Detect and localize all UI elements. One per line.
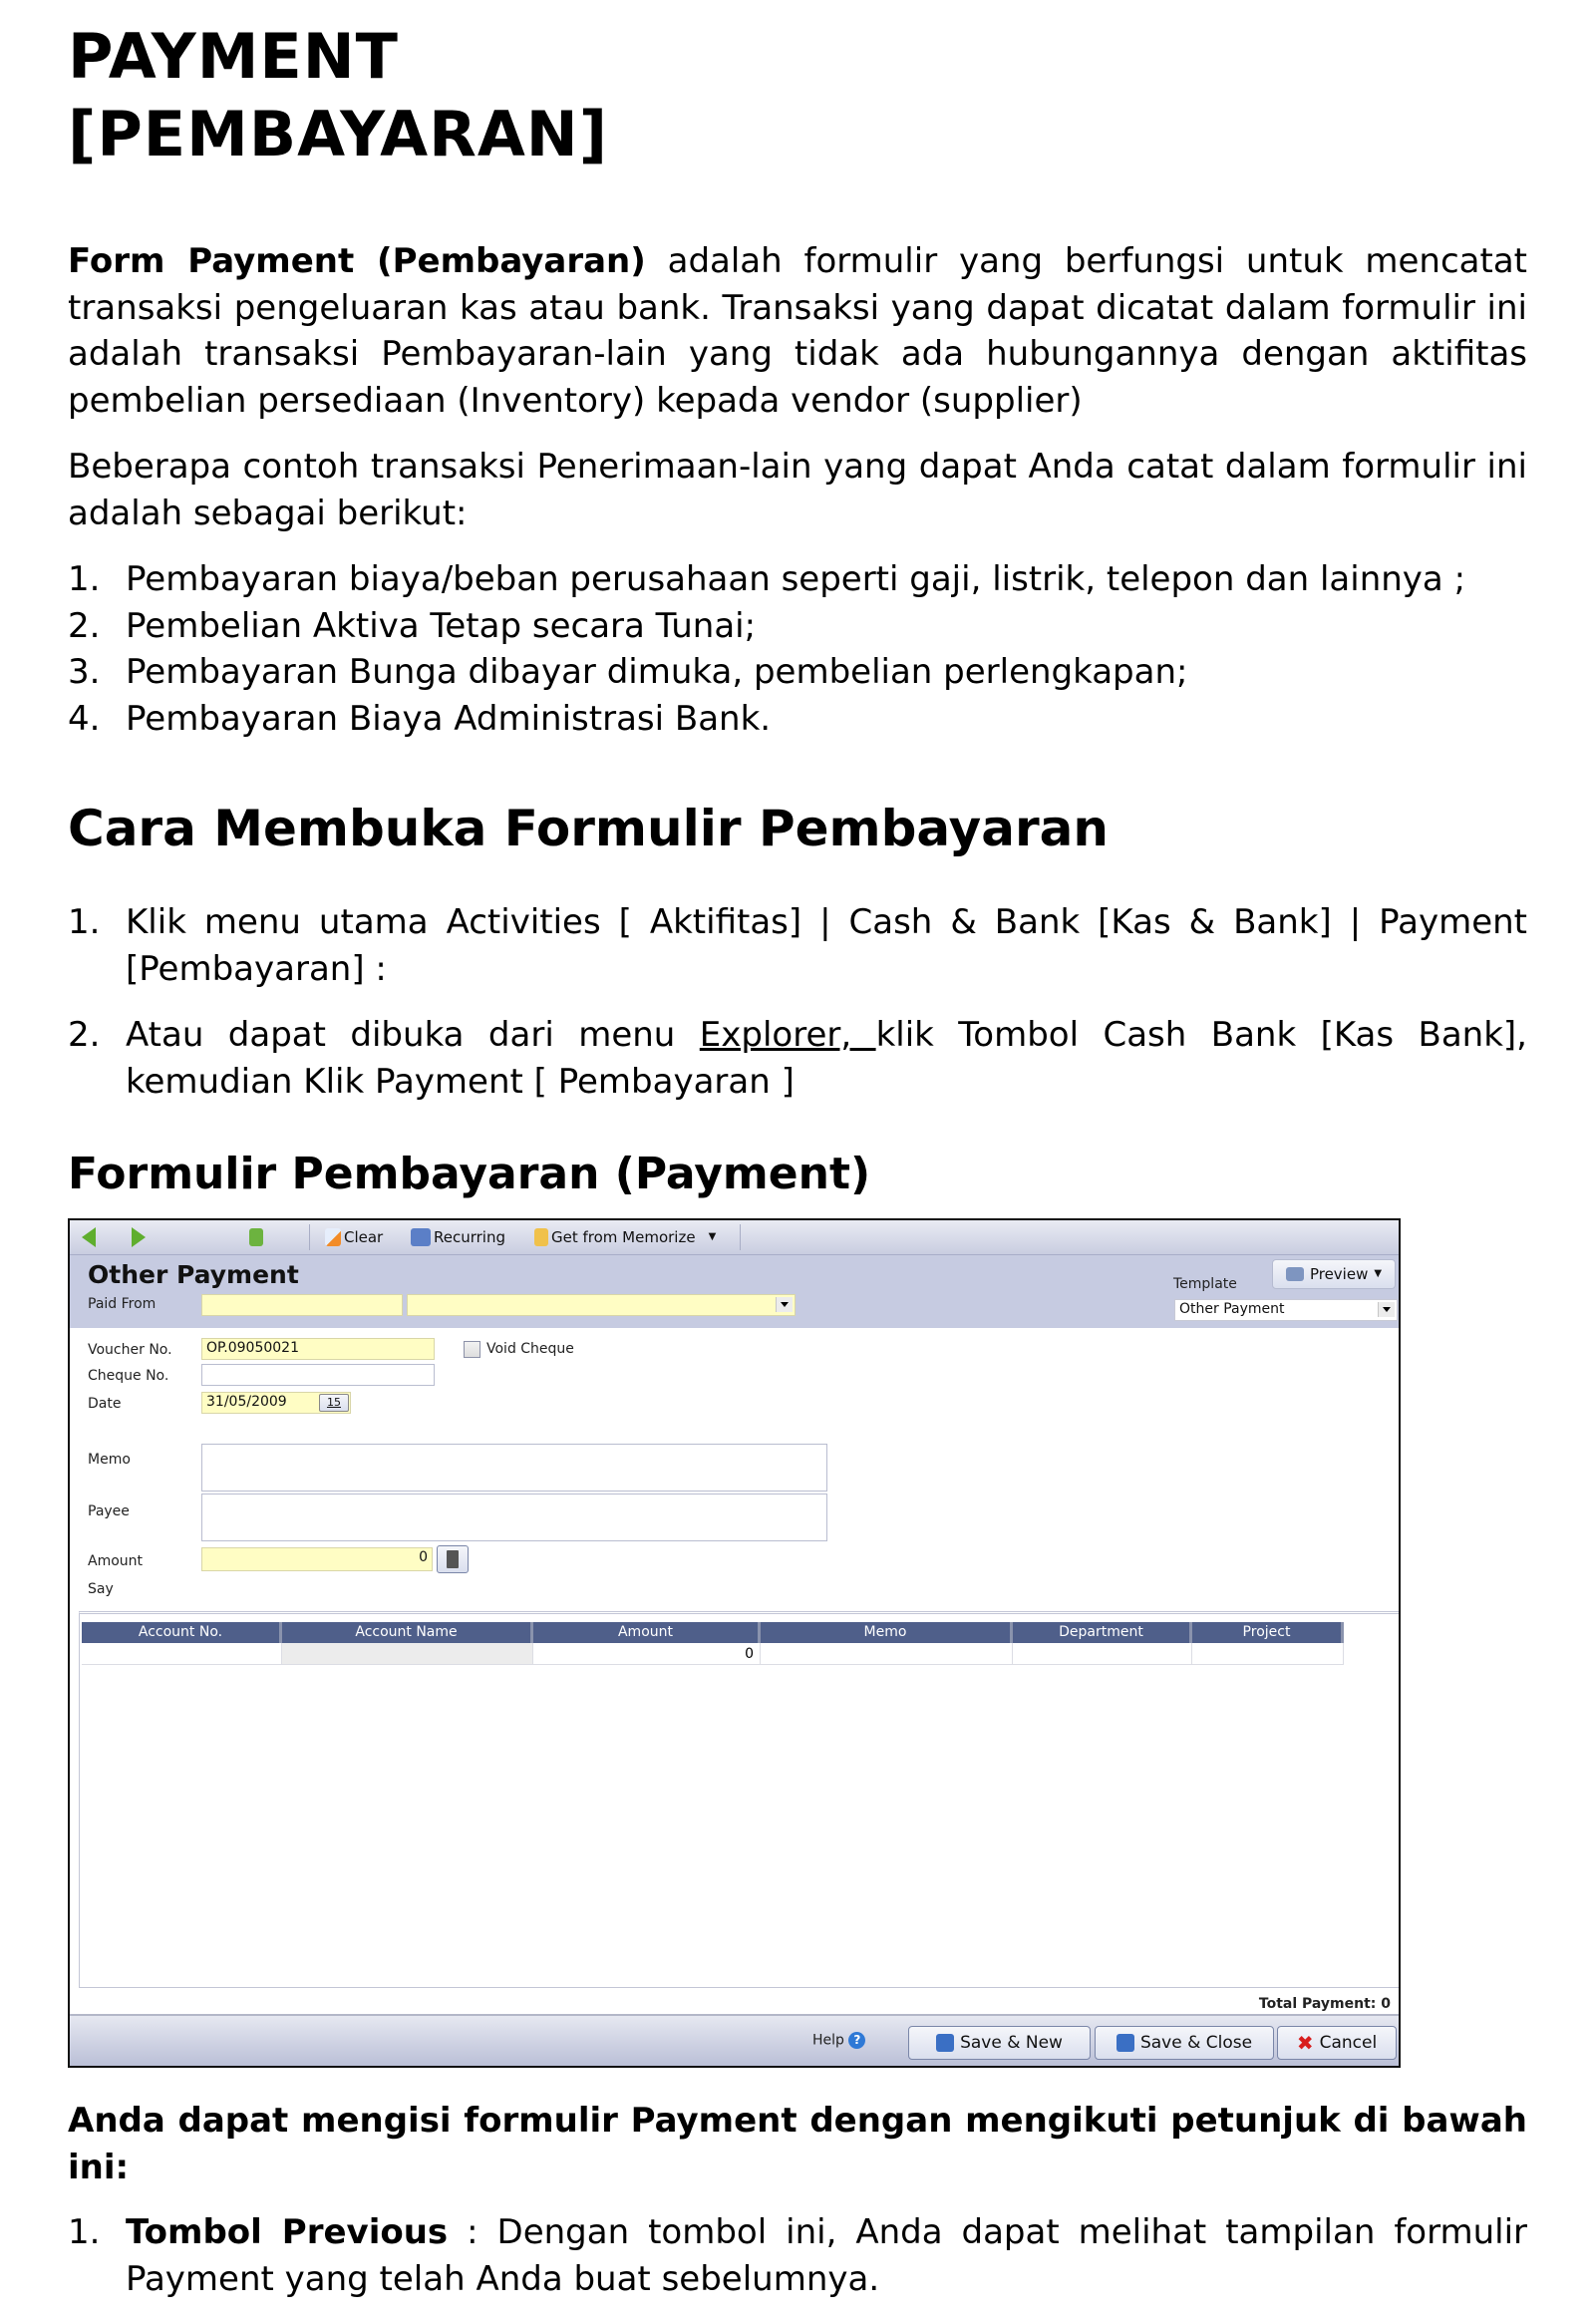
printer-icon xyxy=(1286,1267,1304,1281)
previous-button[interactable] xyxy=(82,1226,96,1248)
save-icon xyxy=(936,2034,954,2052)
memo-label: Memo xyxy=(88,1452,131,1468)
table-cell[interactable] xyxy=(82,1643,282,1665)
examples-intro: Beberapa contoh transaksi Penerimaan-lain yang dapat Anda catat dalam formulir ini adalah sebagai berikut: xyxy=(68,447,1527,533)
arrow-left-icon xyxy=(82,1227,96,1247)
template-label: Template xyxy=(1173,1276,1237,1292)
void-cheque-checkbox[interactable] xyxy=(464,1341,480,1358)
column-header[interactable]: Project xyxy=(1192,1622,1344,1643)
form-title: Other Payment xyxy=(88,1260,299,1289)
preview-button[interactable]: Preview ▼ xyxy=(1272,1259,1396,1289)
footer-bar xyxy=(70,2014,1399,2068)
open-steps-list xyxy=(68,899,1527,1105)
save-new-button[interactable]: Save & New xyxy=(908,2026,1091,2060)
close-icon: ✖ xyxy=(1296,2031,1314,2055)
arrow-right-icon xyxy=(132,1227,146,1247)
intro-bold: Form Payment (Pembayaran) xyxy=(68,241,646,281)
paid-from-code-input[interactable] xyxy=(201,1294,403,1316)
calendar-icon: 15 xyxy=(327,1396,341,1409)
form-heading: Formulir Pembayaran (Payment) xyxy=(68,1149,871,1199)
chevron-down-icon[interactable]: ▼ xyxy=(708,1231,717,1242)
examples-list xyxy=(68,556,1527,742)
list-item: 3. Pembayaran Bunga dibayar dimuka, pembelian perlengkapan; xyxy=(68,652,1188,692)
voucher-input[interactable]: OP.09050021 xyxy=(201,1338,435,1360)
template-select[interactable]: Other Payment xyxy=(1174,1299,1398,1321)
table-cell[interactable] xyxy=(1192,1643,1344,1665)
list-item: 1. Klik menu utama Activities [ Aktifitas] | Cash & Bank [Kas & Bank] | Payment [Pembayaran] : xyxy=(68,902,1527,989)
clear-icon xyxy=(325,1228,341,1246)
clear-button[interactable]: Clear xyxy=(325,1226,383,1248)
chevron-down-icon[interactable]: ▼ xyxy=(1374,1268,1383,1279)
list-item: 1. Tombol Previous : Dengan tombol ini, Anda dapat melihat tampilan formulir Payment yang telah Anda buat sebelumnya. xyxy=(68,2212,1528,2299)
calculator-button[interactable] xyxy=(437,1545,469,1573)
chevron-down-icon[interactable] xyxy=(1378,1302,1395,1317)
other-payment-window xyxy=(68,1218,1401,2068)
fill-heading: Anda dapat mengisi formulir Payment dengan mengikuti petunjuk di bawah ini: xyxy=(68,2101,1527,2187)
account-grid xyxy=(79,1611,1400,1988)
clipboard-icon xyxy=(534,1228,548,1246)
explorer-link[interactable]: Explorer, xyxy=(699,1015,876,1055)
save-close-button[interactable]: Save & Close xyxy=(1095,2026,1274,2060)
chevron-down-icon[interactable] xyxy=(776,1297,793,1312)
date-label: Date xyxy=(88,1396,122,1412)
help-icon: ? xyxy=(848,2032,865,2049)
title-line-2: [PEMBAYARAN] xyxy=(68,98,609,170)
say-label: Say xyxy=(88,1581,114,1597)
get-from-memorize-button[interactable]: Get from Memorize ▼ xyxy=(534,1226,716,1248)
payee-textarea[interactable] xyxy=(201,1494,827,1541)
cheque-input[interactable] xyxy=(201,1364,435,1386)
column-header[interactable]: Department xyxy=(1013,1622,1192,1643)
list-item: 1. Pembayaran biaya/beban perusahaan seperti gaji, listrik, telepon dan lainnya ; xyxy=(68,559,1466,599)
table-cell[interactable] xyxy=(1013,1643,1192,1665)
table-cell xyxy=(282,1643,533,1665)
help-button[interactable]: Help ? xyxy=(812,2032,865,2049)
calendar-button[interactable] xyxy=(319,1394,349,1412)
void-cheque-label: Void Cheque xyxy=(486,1341,574,1357)
payee-label: Payee xyxy=(88,1503,130,1519)
total-payment: Total Payment: 0 xyxy=(1258,1996,1391,2012)
fill-steps-list xyxy=(68,2209,1527,2302)
calculator-icon xyxy=(447,1550,459,1568)
amount-input[interactable]: 0 xyxy=(201,1547,433,1571)
paid-from-account-select[interactable] xyxy=(407,1294,796,1316)
intro-text: adalah formulir yang berfungsi untuk mencatat transaksi pengeluaran kas atau bank. Transaksi yang dapat dicatat dalam formulir ini adalah transaksi Pembayaran-lain yang tidak ada hubungannya dengan aktifitas pembelian persediaan (Inventory) kepada vendor (supplier) xyxy=(68,241,1527,421)
next-button[interactable] xyxy=(132,1226,146,1248)
amount-label: Amount xyxy=(88,1553,144,1569)
list-item: 2. Pembelian Aktiva Tetap secara Tunai; xyxy=(68,605,757,646)
column-header[interactable]: Account No. xyxy=(82,1622,282,1643)
column-header[interactable]: Amount xyxy=(533,1622,761,1643)
save-icon xyxy=(1116,2034,1134,2052)
column-header[interactable]: Memo xyxy=(761,1622,1013,1643)
memo-textarea[interactable] xyxy=(201,1444,827,1492)
calendar-icon xyxy=(411,1228,431,1246)
toolbar-separator xyxy=(740,1224,741,1250)
list-item: 2. Atau dapat dibuka dari menu Explorer, klik Tombol Cash Bank [Kas Bank], kemudian Klik Payment [ Pembayaran ] xyxy=(68,1015,1527,1102)
title-line-1: PAYMENT xyxy=(68,20,399,93)
paid-from-label: Paid From xyxy=(88,1296,157,1312)
open-heading: Cara Membuka Formulir Pembayaran xyxy=(68,800,1109,857)
cheque-label: Cheque No. xyxy=(88,1368,169,1384)
column-header[interactable]: Account Name xyxy=(282,1622,533,1643)
document-title xyxy=(68,18,608,173)
intro-paragraph xyxy=(68,238,1527,424)
table-cell[interactable]: 0 xyxy=(533,1643,761,1665)
copy-button[interactable] xyxy=(249,1226,263,1248)
recurring-button[interactable]: Recurring xyxy=(411,1226,505,1248)
cancel-button[interactable]: ✖ Cancel xyxy=(1277,2026,1397,2060)
toolbar xyxy=(70,1220,1399,1255)
copy-icon xyxy=(249,1228,263,1246)
list-item: 4. Pembayaran Biaya Administrasi Bank. xyxy=(68,698,772,739)
table-cell[interactable] xyxy=(761,1643,1013,1665)
toolbar-separator xyxy=(309,1224,310,1250)
voucher-label: Voucher No. xyxy=(88,1342,172,1358)
date-input[interactable]: 31/05/2009 xyxy=(201,1392,351,1414)
